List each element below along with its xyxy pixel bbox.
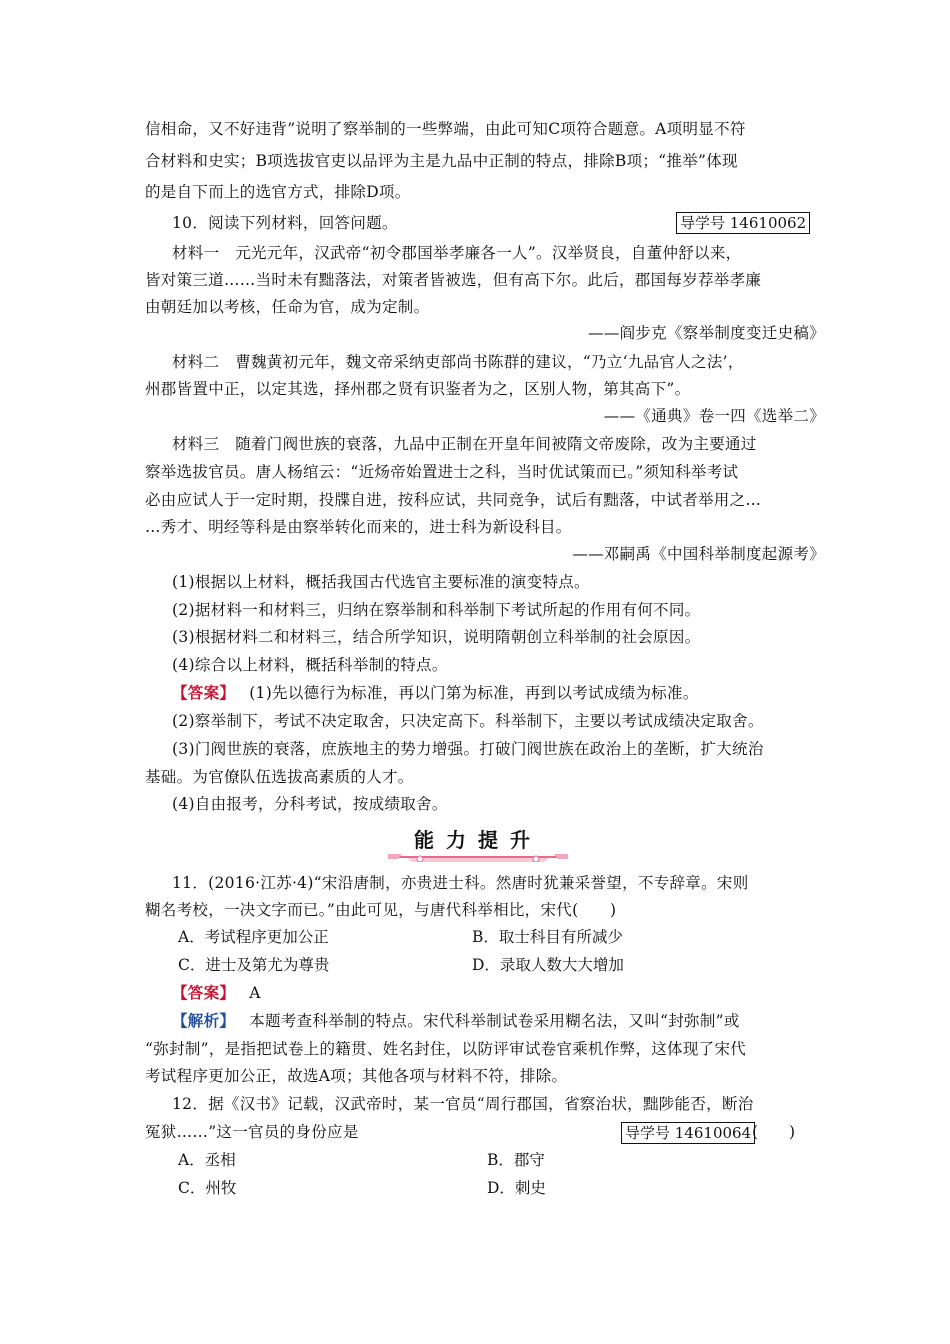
text-line: 信相命，又不好违背”说明了察举制的一些弊端，由此可知C项符合题意。A项明显不符: [145, 120, 746, 138]
option-c: C．州牧: [178, 1179, 237, 1197]
answer-tag: 【答案】: [172, 983, 236, 1002]
answer-text: A: [249, 984, 261, 1002]
answer-line: (4)自由报考，分科考试，按成绩取舍。: [172, 795, 448, 813]
material-1-line: 材料一 元光元年，汉武帝“初令郡国举孝廉各一人”。汉举贤良，自董仲舒以来，: [172, 244, 742, 262]
sub-question: (1)根据以上材料，概括我国古代选官主要标准的演变特点。: [172, 573, 590, 591]
material-2-line: 材料二 曹魏黄初元年，魏文帝采纳吏部尚书陈群的建议，“乃立‘九品官人之法’，: [172, 353, 744, 371]
question-12-stem: 12．据《汉书》记载，汉武帝时，某一官员“周行郡国，省察治状，黜陟能否，断治: [172, 1095, 754, 1113]
option-a: A．考试程序更加公正: [178, 928, 329, 946]
analysis-text: 本题考查科举制的特点。宋代科举制试卷采用糊名法，又叫“封弥制”或: [249, 1012, 740, 1030]
text-line: 合材料和史实；B项选拔官吏以品评为主是九品中正制的特点，排除B项；“推举”体现: [145, 152, 738, 170]
answer-text: (1)先以德行为标准，再以门第为标准，再到以考试成绩为标准。: [249, 684, 699, 702]
analysis-tag: 【解析】: [172, 1011, 236, 1030]
analysis-line: 考试程序更加公正，故选A项；其他各项与材料不符，排除。: [145, 1067, 568, 1085]
question-11-stem: 糊名考校，一决文字而已。”由此可见，与唐代科举相比，宋代( ): [145, 901, 617, 919]
text-line: 的是自下而上的选官方式，排除D项。: [145, 183, 411, 201]
sub-question: (2)据材料一和材料三，归纳在察举制和科举制下考试所起的作用有何不同。: [172, 601, 701, 619]
material-3-line: 察举选拔官员。唐人杨绾云：“近炀帝始置进士之科，当时优试策而已。”须知科举考试: [145, 463, 739, 481]
question-12-stem: 冤狱……”这一官员的身份应是: [145, 1123, 359, 1141]
material-3-line: 材料三 随着门阀世族的衰落，九品中正制在开皇年间被隋文帝废除，改为主要通过: [172, 435, 757, 453]
option-d: D．刺史: [487, 1179, 546, 1197]
analysis-line: “弥封制”，是指把试卷上的籍贯、姓名封住，以防评审试卷官乘机作弊，这体现了宋代: [145, 1040, 747, 1058]
answer-line: [172, 682, 852, 704]
study-ref-number: 导学号 14610064: [621, 1122, 755, 1144]
material-1-line: 由朝廷加以考核，任命为官，成为定制。: [145, 298, 430, 316]
material-1-source: ——阎步克《察举制度变迁史稿》: [587, 324, 825, 342]
question-10-stem: 10．阅读下列材料，回答问题。: [172, 214, 398, 232]
material-3-source: ——邓嗣禹《中国科举制度起源考》: [572, 545, 825, 563]
answer-line: [172, 982, 852, 1004]
answer-blank: ( ): [752, 1123, 796, 1141]
question-11-stem: 11．(2016·江苏·4)“宋沿唐制，亦贵进士科。然唐时犹兼采誉望，不专辞章。宋则: [172, 874, 749, 892]
option-c: C．进士及第尤为尊贵: [178, 956, 330, 974]
sub-question: (4)综合以上材料，概括科举制的特点。: [172, 656, 448, 674]
option-b: B．郡守: [487, 1151, 545, 1169]
material-2-source: ——《通典》卷一四《选举二》: [603, 407, 825, 425]
answer-line: (3)门阀世族的衰落，庶族地主的势力增强。打破门阀世族在政治上的垄断，扩大统治: [172, 740, 764, 758]
study-ref-number: 导学号 14610062: [676, 212, 810, 234]
answer-line: 基础。为官僚队伍选拔高素质的人才。: [145, 768, 414, 786]
answer-line: (2)察举制下，考试不决定取舍，只决定高下。科举制下，主要以考试成绩决定取舍。: [172, 712, 764, 730]
section-banner: [388, 826, 568, 862]
answer-tag: 【答案】: [172, 683, 236, 702]
option-a: A．丞相: [178, 1151, 236, 1169]
section-title: 能力提升: [414, 828, 542, 852]
sub-question: (3)根据材料二和材料三，结合所学知识，说明隋朝创立科举制的社会原因。: [172, 628, 701, 646]
analysis-line: [172, 1010, 852, 1032]
material-2-line: 州郡皆置中正，以定其选，择州郡之贤有识鉴者为之，区别人物，第其高下”。: [145, 380, 691, 398]
option-b: B．取士科目有所减少: [472, 928, 623, 946]
material-1-line: 皆对策三道……当时未有黜落法，对策者皆被选，但有高下尔。此后，郡国每岁荐举孝廉: [145, 271, 762, 289]
option-d: D．录取人数大大增加: [472, 956, 624, 974]
material-3-line: 必由应试人于一定时期，投牒自进，按科应试，共同竞争，试后有黜落，中试者举用之…: [145, 491, 762, 509]
material-3-line: …秀才、明经等科是由察举转化而来的，进士科为新设科目。: [145, 518, 572, 536]
